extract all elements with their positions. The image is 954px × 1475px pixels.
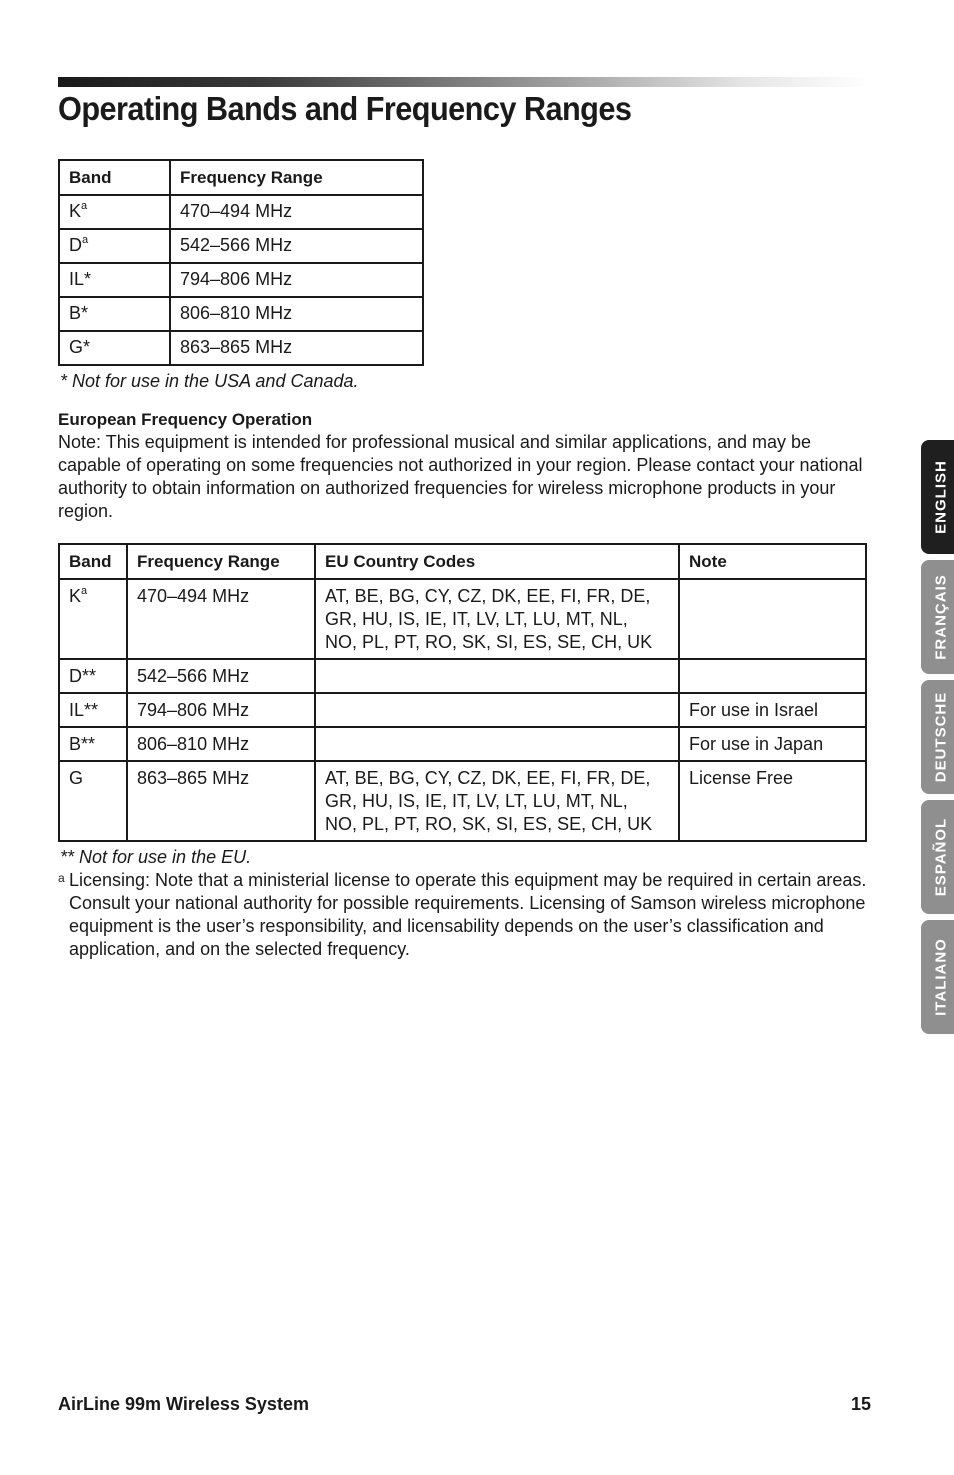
table-row	[59, 727, 866, 761]
tab-label: ITALIANO	[932, 938, 950, 1016]
tab-espanol[interactable]	[921, 800, 954, 914]
cell-frequency-range: 794–806 MHz	[127, 693, 315, 727]
tab-label: ENGLISH	[932, 460, 950, 534]
licensing-text: Licensing: Note that a ministerial license to operate this equipment may be required in certain areas. Consult your national authority for possible requirements. Licensing of Samson wireless microphone equipment is the user’s responsibility, and licensability depends on the user’s classification and application, and on the selected frequency.	[69, 870, 867, 959]
page-number: 15	[851, 1394, 872, 1414]
eu-footnote: ** Not for use in the EU.	[60, 847, 252, 867]
cell-eu-country-codes: AT, BE, BG, CY, CZ, DK, EE, FI, FR, DE, GR, HU, IS, IE, IT, LV, LT, LU, MT, NL, NO, PL, PT, RO, SK, SI, ES, SE, CH, UK	[315, 761, 679, 841]
tab-english[interactable]	[921, 440, 954, 554]
footer-product-name: AirLine 99m Wireless System	[58, 1394, 309, 1414]
cell-note: For use in Japan	[679, 727, 866, 761]
table-row	[59, 297, 423, 331]
cell-eu-country-codes	[315, 693, 679, 727]
licensing-footnote	[58, 869, 868, 961]
tab-deutsche[interactable]	[921, 680, 954, 794]
footnote-marker: a	[58, 871, 65, 885]
cell-frequency-range: 470–494 MHz	[170, 195, 423, 229]
usa-canada-footnote: * Not for use in the USA and Canada.	[60, 371, 359, 391]
section-heading: European Frequency Operation	[58, 410, 313, 429]
cell-frequency-range: 806–810 MHz	[127, 727, 315, 761]
table-row	[59, 579, 866, 659]
page-title: Operating Bands and Frequency Ranges	[58, 90, 632, 127]
column-header-frequency-range: Frequency Range	[127, 544, 315, 579]
table-row	[59, 195, 423, 229]
tab-label: ESPAÑOL	[932, 817, 950, 897]
cell-band: B*	[59, 297, 170, 331]
cell-frequency-range: 470–494 MHz	[127, 579, 315, 659]
cell-frequency-range: 863–865 MHz	[170, 331, 423, 365]
cell-frequency-range: 863–865 MHz	[127, 761, 315, 841]
tab-italiano[interactable]	[921, 920, 954, 1034]
cell-frequency-range: 794–806 MHz	[170, 263, 423, 297]
cell-note	[679, 579, 866, 659]
table-row	[59, 659, 866, 693]
table-row	[59, 229, 423, 263]
cell-band: D**	[59, 659, 127, 693]
column-header-band: Band	[59, 160, 170, 195]
table-row	[59, 693, 866, 727]
cell-eu-country-codes	[315, 659, 679, 693]
cell-note: License Free	[679, 761, 866, 841]
cell-band: IL**	[59, 693, 127, 727]
section-paragraph: Note: This equipment is intended for professional musical and similar applications, and may be capable of operating on some frequencies not authorized in your region. Please contact your national authority to obtain information on authorized frequencies for wireless microphone products in your region.	[58, 432, 863, 521]
cell-note	[679, 659, 866, 693]
cell-note: For use in Israel	[679, 693, 866, 727]
column-header-band: Band	[59, 544, 127, 579]
cell-band: $K^a$	[59, 579, 127, 659]
band-frequency-table	[58, 159, 424, 366]
table-row	[59, 761, 866, 841]
tab-label: FRANÇAIS	[932, 574, 950, 660]
eu-frequency-table	[58, 543, 867, 842]
cell-eu-country-codes: AT, BE, BG, CY, CZ, DK, EE, FI, FR, DE, GR, HU, IS, IE, IT, LV, LT, LU, MT, NL, NO, PL, PT, RO, SK, SI, ES, SE, CH, UK	[315, 579, 679, 659]
cell-band: $D^a$	[59, 229, 170, 263]
header-gradient-rule	[58, 77, 868, 87]
table-row	[59, 331, 423, 365]
table-header-row	[59, 544, 866, 579]
cell-frequency-range: 542–566 MHz	[170, 229, 423, 263]
cell-frequency-range: 542–566 MHz	[127, 659, 315, 693]
tab-label: DEUTSCHE	[932, 691, 950, 783]
cell-band: G*	[59, 331, 170, 365]
cell-frequency-range: 806–810 MHz	[170, 297, 423, 331]
tab-francais[interactable]	[921, 560, 954, 674]
cell-eu-country-codes	[315, 727, 679, 761]
cell-band: IL*	[59, 263, 170, 297]
column-header-frequency-range: Frequency Range	[170, 160, 423, 195]
column-header-note: Note	[679, 544, 866, 579]
column-header-eu-country-codes: EU Country Codes	[315, 544, 679, 579]
cell-band: G	[59, 761, 127, 841]
cell-band: $K^a$	[59, 195, 170, 229]
cell-band: B**	[59, 727, 127, 761]
table-row	[59, 263, 423, 297]
table-header-row	[59, 160, 423, 195]
